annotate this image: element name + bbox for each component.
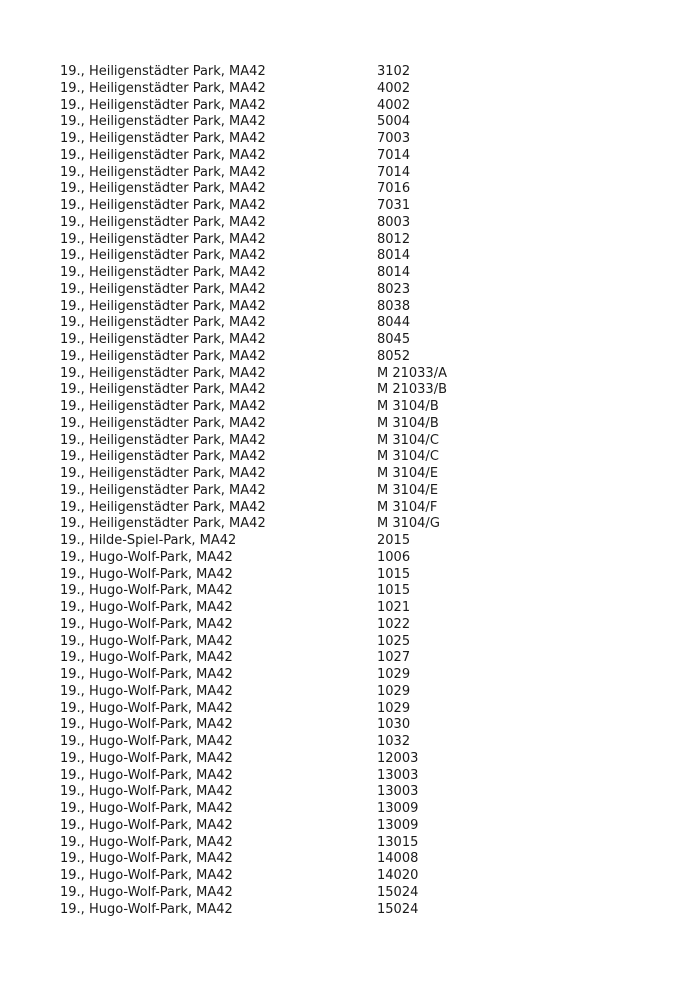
row-location: 19., Heiligenstädter Park, MA42 — [60, 281, 266, 297]
row-number: 8003 — [377, 214, 411, 230]
row-location: 19., Heiligenstädter Park, MA42 — [60, 214, 266, 230]
document-row — [60, 634, 680, 651]
row-location: 19., Heiligenstädter Park, MA42 — [60, 482, 266, 498]
row-number: 2015 — [377, 533, 411, 548]
document-row — [60, 148, 680, 165]
document-row — [60, 299, 680, 316]
row-number: 1021 — [377, 600, 411, 615]
document-row — [60, 667, 680, 684]
row-location: 19., Heiligenstädter Park, MA42 — [60, 432, 266, 448]
row-location: 19., Heiligenstädter Park, MA42 — [60, 131, 266, 146]
document-row — [60, 550, 680, 567]
row-location: 19., Heiligenstädter Park, MA42 — [60, 147, 266, 163]
row-location: 19., Heiligenstädter Park, MA42 — [60, 298, 266, 314]
row-location: 19., Hugo-Wolf-Park, MA42 — [60, 667, 233, 682]
row-location: 19., Heiligenstädter Park, MA42 — [60, 399, 266, 414]
document-row — [60, 433, 680, 450]
row-number: 13009 — [377, 801, 419, 816]
row-location: 19., Hugo-Wolf-Park, MA42 — [60, 767, 233, 783]
document-row — [60, 449, 680, 466]
document-row — [60, 567, 680, 584]
row-number: 5004 — [377, 114, 411, 130]
row-location: 19., Hugo-Wolf-Park, MA42 — [60, 600, 233, 615]
document-row — [60, 902, 680, 919]
row-location: 19., Hugo-Wolf-Park, MA42 — [60, 683, 233, 699]
row-location: 19., Hugo-Wolf-Park, MA42 — [60, 868, 233, 883]
row-number: 7031 — [377, 198, 411, 213]
row-location: 19., Heiligenstädter Park, MA42 — [60, 466, 266, 481]
row-number: 13015 — [377, 834, 419, 850]
row-location: 19., Heiligenstädter Park, MA42 — [60, 114, 266, 130]
document-row — [60, 516, 680, 533]
row-number: 7014 — [377, 164, 411, 180]
row-number: 8014 — [377, 248, 411, 264]
row-location: 19., Hilde-Spiel-Park, MA42 — [60, 533, 237, 548]
row-number: 1015 — [377, 566, 411, 582]
document-row — [60, 500, 680, 517]
row-number: 8038 — [377, 298, 411, 314]
document-row — [60, 181, 680, 198]
row-location: 19., Heiligenstädter Park, MA42 — [60, 80, 266, 96]
row-location: 19., Heiligenstädter Park, MA42 — [60, 365, 266, 381]
document-row — [60, 768, 680, 785]
document-row — [60, 784, 680, 801]
row-number: 8045 — [377, 332, 411, 347]
document-row — [60, 198, 680, 215]
row-number: M 3104/B — [377, 399, 439, 414]
row-location: 19., Hugo-Wolf-Park, MA42 — [60, 700, 233, 716]
row-number: 15024 — [377, 901, 419, 917]
document-row — [60, 717, 680, 734]
document-row — [60, 734, 680, 751]
row-location: 19., Heiligenstädter Park, MA42 — [60, 348, 266, 364]
row-location: 19., Heiligenstädter Park, MA42 — [60, 97, 266, 113]
row-number: M 3104/B — [377, 415, 439, 431]
document-row — [60, 650, 680, 667]
row-number: 1029 — [377, 683, 411, 699]
document-row — [60, 315, 680, 332]
row-location: 19., Heiligenstädter Park, MA42 — [60, 499, 266, 515]
document-row — [60, 114, 680, 131]
row-number: 1025 — [377, 633, 411, 649]
row-number: M 3104/C — [377, 449, 439, 465]
row-number: 4002 — [377, 80, 411, 96]
row-number: 14020 — [377, 868, 419, 883]
document-row — [60, 165, 680, 182]
row-location: 19., Heiligenstädter Park, MA42 — [60, 181, 266, 197]
row-location: 19., Hugo-Wolf-Park, MA42 — [60, 901, 233, 917]
row-location: 19., Hugo-Wolf-Park, MA42 — [60, 851, 233, 867]
document-row — [60, 349, 680, 366]
row-number: 1027 — [377, 650, 411, 666]
row-number: 12003 — [377, 750, 419, 766]
document-row — [60, 248, 680, 265]
row-location: 19., Hugo-Wolf-Park, MA42 — [60, 784, 233, 800]
row-location: 19., Hugo-Wolf-Park, MA42 — [60, 834, 233, 850]
row-number: 3102 — [377, 64, 411, 79]
row-number: 13003 — [377, 784, 419, 800]
document-row — [60, 416, 680, 433]
row-location: 19., Hugo-Wolf-Park, MA42 — [60, 616, 233, 632]
document-row — [60, 600, 680, 617]
row-location: 19., Heiligenstädter Park, MA42 — [60, 248, 266, 264]
row-number: 1032 — [377, 734, 411, 749]
row-number: 7003 — [377, 131, 411, 146]
row-location: 19., Hugo-Wolf-Park, MA42 — [60, 734, 233, 749]
row-number: 7014 — [377, 147, 411, 163]
row-location: 19., Heiligenstädter Park, MA42 — [60, 516, 266, 532]
row-location: 19., Heiligenstädter Park, MA42 — [60, 231, 266, 247]
row-number: 8014 — [377, 265, 411, 280]
row-location: 19., Hugo-Wolf-Park, MA42 — [60, 801, 233, 816]
row-location: 19., Hugo-Wolf-Park, MA42 — [60, 583, 233, 599]
document-row — [60, 483, 680, 500]
document-row — [60, 366, 680, 383]
row-location: 19., Hugo-Wolf-Park, MA42 — [60, 650, 233, 666]
row-number: 7016 — [377, 181, 411, 197]
document-row — [60, 533, 680, 550]
document-row — [60, 583, 680, 600]
row-number: 8023 — [377, 281, 411, 297]
row-location: 19., Heiligenstädter Park, MA42 — [60, 265, 266, 280]
row-location: 19., Hugo-Wolf-Park, MA42 — [60, 633, 233, 649]
document-row — [60, 868, 680, 885]
document-row — [60, 399, 680, 416]
document-row — [60, 332, 680, 349]
row-number: M 3104/G — [377, 516, 440, 532]
row-number: 1006 — [377, 549, 411, 565]
document-row — [60, 232, 680, 249]
document-row — [60, 64, 680, 81]
row-number: 15024 — [377, 884, 419, 900]
document-row — [60, 282, 680, 299]
row-location: 19., Heiligenstädter Park, MA42 — [60, 382, 266, 398]
row-number: M 3104/C — [377, 432, 439, 448]
row-location: 19., Heiligenstädter Park, MA42 — [60, 449, 266, 465]
document-row — [60, 131, 680, 148]
row-number: M 21033/B — [377, 382, 448, 398]
row-location: 19., Heiligenstädter Park, MA42 — [60, 315, 266, 331]
row-location: 19., Hugo-Wolf-Park, MA42 — [60, 566, 233, 582]
row-location: 19., Heiligenstädter Park, MA42 — [60, 415, 266, 431]
document-row — [60, 751, 680, 768]
row-number: M 3104/E — [377, 466, 439, 481]
row-location: 19., Hugo-Wolf-Park, MA42 — [60, 549, 233, 565]
document-row — [60, 701, 680, 718]
row-location: 19., Hugo-Wolf-Park, MA42 — [60, 817, 233, 833]
document-row — [60, 265, 680, 282]
row-number: 8044 — [377, 315, 411, 331]
document-row — [60, 466, 680, 483]
row-number: 1015 — [377, 583, 411, 599]
row-location: 19., Heiligenstädter Park, MA42 — [60, 64, 266, 79]
row-location: 19., Heiligenstädter Park, MA42 — [60, 164, 266, 180]
row-number: M 3104/E — [377, 482, 439, 498]
document-row — [60, 818, 680, 835]
document-row — [60, 617, 680, 634]
row-number: 8012 — [377, 231, 411, 247]
document-row — [60, 851, 680, 868]
row-location: 19., Heiligenstädter Park, MA42 — [60, 198, 266, 213]
row-location: 19., Heiligenstädter Park, MA42 — [60, 332, 266, 347]
document-row — [60, 215, 680, 232]
row-location: 19., Hugo-Wolf-Park, MA42 — [60, 884, 233, 900]
row-number: 1022 — [377, 616, 411, 632]
row-number: 13003 — [377, 767, 419, 783]
row-number: 1029 — [377, 667, 411, 682]
row-number: 13009 — [377, 817, 419, 833]
row-number: 1029 — [377, 700, 411, 716]
row-number: 1030 — [377, 717, 411, 733]
document-rows — [60, 64, 680, 918]
row-number: 8052 — [377, 348, 411, 364]
row-number: M 21033/A — [377, 365, 447, 381]
row-number: M 3104/F — [377, 499, 438, 515]
document-row — [60, 835, 680, 852]
document-row — [60, 684, 680, 701]
row-location: 19., Hugo-Wolf-Park, MA42 — [60, 750, 233, 766]
document-row — [60, 885, 680, 902]
document-row — [60, 801, 680, 818]
row-location: 19., Hugo-Wolf-Park, MA42 — [60, 717, 233, 733]
row-number: 4002 — [377, 97, 411, 113]
document-row — [60, 81, 680, 98]
document-row — [60, 382, 680, 399]
row-number: 14008 — [377, 851, 419, 867]
document-row — [60, 98, 680, 115]
